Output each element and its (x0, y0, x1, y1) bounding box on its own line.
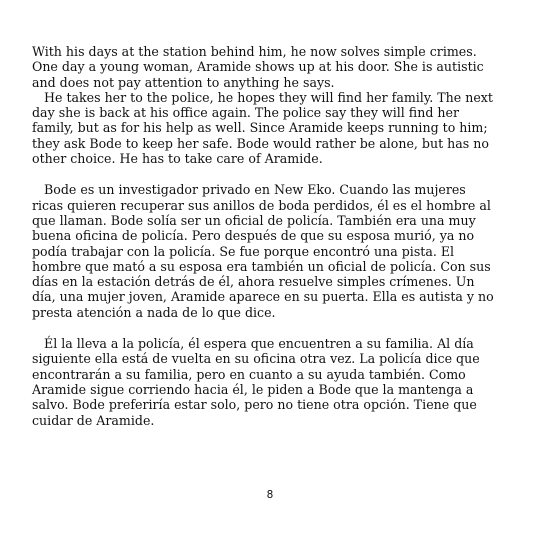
text-line: cuidar de Aramide. (32, 412, 155, 428)
english-paragraph-1 (32, 44, 508, 90)
page-text (32, 44, 508, 428)
text-line: encontrarán a su familia, pero en cuanto a su ayuda también. Como (32, 366, 466, 382)
text-line: He takes her to the police, he hopes they will find her family. The next (32, 89, 493, 105)
spanish-paragraph-1 (32, 182, 508, 320)
text-line: salvo. Bode preferiría estar solo, pero no tiene otra opción. Tiene que (32, 397, 477, 413)
text-line: buena oficina de policía. Pero después de que su esposa murió, ya no (32, 228, 475, 244)
text-line: other choice. He has to take care of Aramide. (32, 151, 323, 167)
text-line: Bode es un investigador privado en New Eko. Cuando las mujeres (32, 182, 466, 198)
text-line: presta atención a nada de lo que dice. (32, 304, 276, 320)
text-line: que llaman. Bode solía ser un oficial de policía. También era una muy (32, 212, 476, 228)
text-line: ricas quieren recuperar sus anillos de boda perdidos, él es el hombre al (32, 197, 491, 213)
text-line: Él la lleva a la policía, él espera que encuentren a su familia. Al día (32, 336, 474, 352)
text-line: family, but as for his help as well. Since Aramide keeps running to him; (32, 120, 488, 136)
text-line: Aramide sigue corriendo hacia él, le piden a Bode que la mantenga a (32, 381, 474, 397)
text-line: podía trabajar con la policía. Se fue porque encontró una pista. El (32, 243, 455, 259)
text-line: hombre que mató a su esposa era también un oficial de policía. Con sus (32, 258, 491, 274)
english-paragraph-2 (32, 90, 508, 166)
text-line: días en la estación detrás de él, ahora resuelve simples crímenes. Un (32, 274, 475, 290)
page-number: 8 (266, 489, 274, 501)
text-line: With his days at the station behind him, he now solves simple crimes. (32, 44, 477, 59)
paragraph-spacer (32, 166, 508, 182)
spanish-paragraph-2 (32, 336, 508, 428)
text-line: day she is back at his office again. The police say they will find her (32, 105, 459, 121)
paragraph-spacer (32, 320, 508, 336)
text-line: and does not pay attention to anything he says. (32, 74, 335, 90)
text-line: día, una mujer joven, Aramide aparece en su puerta. Ella es autista y no (32, 289, 494, 305)
text-line: siguiente ella está de vuelta en su oficina otra vez. La policía dice que (32, 351, 480, 367)
text-line: they ask Bode to keep her safe. Bode would rather be alone, but has no (32, 135, 489, 151)
text-line: One day a young woman, Aramide shows up at his door. She is autistic (32, 59, 484, 75)
